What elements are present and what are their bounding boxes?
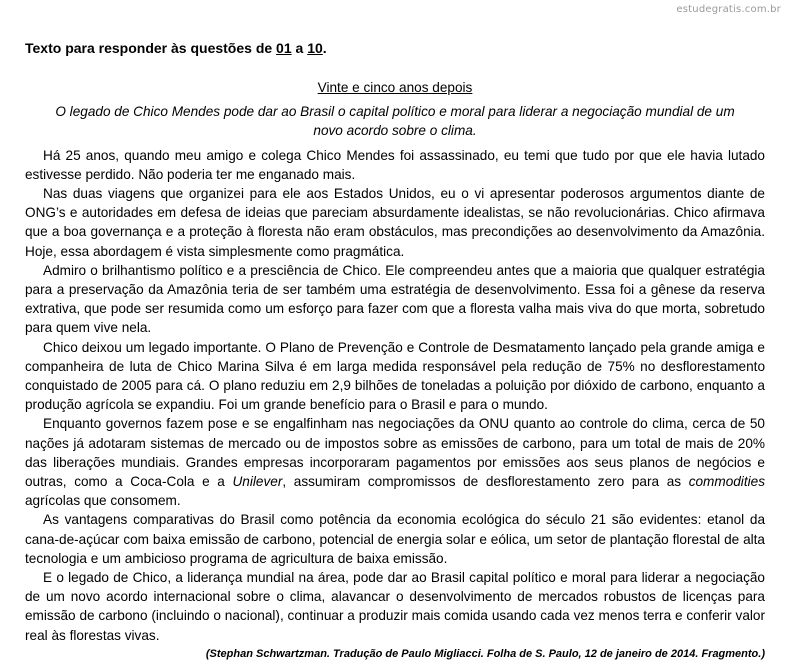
question-from: 01: [276, 40, 292, 56]
article: [25, 78, 765, 661]
paragraph-6: As vantagens comparativas do Brasil como potência da economia ecológica do século 21 são evidentes: etanol da cana-de-açúcar com baixa emissão de carbono, potencial de energia solar e eólica, um setor de plantação florestal de alta tecnologia e um ambicioso programa de agricultura de baixa emissão.: [25, 512, 765, 566]
paragraph-5-text-a: Enquanto governos fazem pose e se engalfinham nas negociações da ONU quanto ao controle do clima, cerca de 50 nações já adotaram sistemas de mercado ou de impostos sobre as emissões de carbono, para um total de mais de 20% das liberações mundiais. Grandes empresas incorporaram pagamentos por emissões aos seus planos de negócios e outras, como a Coca-Cola e a: [25, 416, 765, 490]
paragraph-7: E o legado de Chico, a liderança mundial na área, pode dar ao Brasil capital político e moral para liderar a negociação de um novo acordo internacional sobre o clima, alavancar o desenvolvimento de mercados robustos de licenças para emissão de carbono (incluindo o nacional), continuar a produzir mais comida usando cada vez menos terra e conferir valor real às florestas vivas.: [25, 570, 765, 643]
paragraph-2: Nas duas viagens que organizei para ele aos Estados Unidos, eu o vi apresentar poderosos argumentos diante de ONG’s e autoridades em defesa de ideias que pareciam absurdamente idealistas, se não revolucionárias. Chico afirmava que a boa governança e a proteção à floresta não eram obstáculos, mas precondições ao desenvolvimento da Amazônia. Hoje, essa abordagem é vista simplesmente como pragmática.: [25, 186, 765, 259]
heading-prefix: Texto para responder às questões de: [25, 40, 277, 56]
paragraph-5: [25, 414, 765, 510]
term-unilever: Unilever: [232, 474, 283, 490]
term-commodities: commodities: [688, 474, 765, 490]
instructions-heading: [25, 40, 327, 56]
article-title: Vinte e cinco anos depois: [317, 80, 473, 95]
paragraph-4: Chico deixou um legado importante. O Plano de Prevenção e Controle de Desmatamento lançado pela grande amiga e companheira de luta de Chico Marina Silva é em larga medida responsável pela redução de 75% no desflorestamento conquistado de 2005 para cá. O plano reduziu em 2,9 bilhões de toneladas a poluição por dióxido de carbono, enquanto a produção agrícola se expandiu. Foi um grande benefício para o Brasil e para o mundo.: [25, 339, 765, 413]
source-citation: (Stephan Schwartzman. Tradução de Paulo Migliacci. Folha de S. Paulo, 12 de janeiro de 2014. Fragmento.): [205, 647, 765, 660]
watermark: estudegratis.com.br: [676, 4, 781, 15]
question-to: 10: [307, 40, 323, 56]
heading-suffix: .: [322, 40, 327, 56]
paragraph-5-text-b: , assumiram compromissos de desflorestamento zero para as: [282, 474, 689, 490]
article-subtitle: O legado de Chico Mendes pode dar ao Brasil o capital político e moral para liderar a negociação mundial de um novo acordo sobre o clima.: [55, 104, 735, 139]
paragraph-5-text-c: agrícolas que consomem.: [25, 493, 181, 509]
heading-middle: a: [291, 40, 308, 56]
paragraph-1: Há 25 anos, quando meu amigo e colega Chico Mendes foi assassinado, eu temi que tudo por que ele havia lutado estivesse perdido. Não poderia ter me enganado mais.: [25, 147, 765, 182]
paragraph-3: Admiro o brilhantismo político e a presciência de Chico. Ele compreendeu antes que a maioria que qualquer estratégia para a preservação da Amazônia teria de ser também uma estratégia de desenvolvimento. Essa foi a gênese da reserva extrativa, que pode ser resumida como um esforço para fazer com que a floresta valha mais viva do que morta, sobretudo para quem vive nela.: [25, 262, 765, 336]
